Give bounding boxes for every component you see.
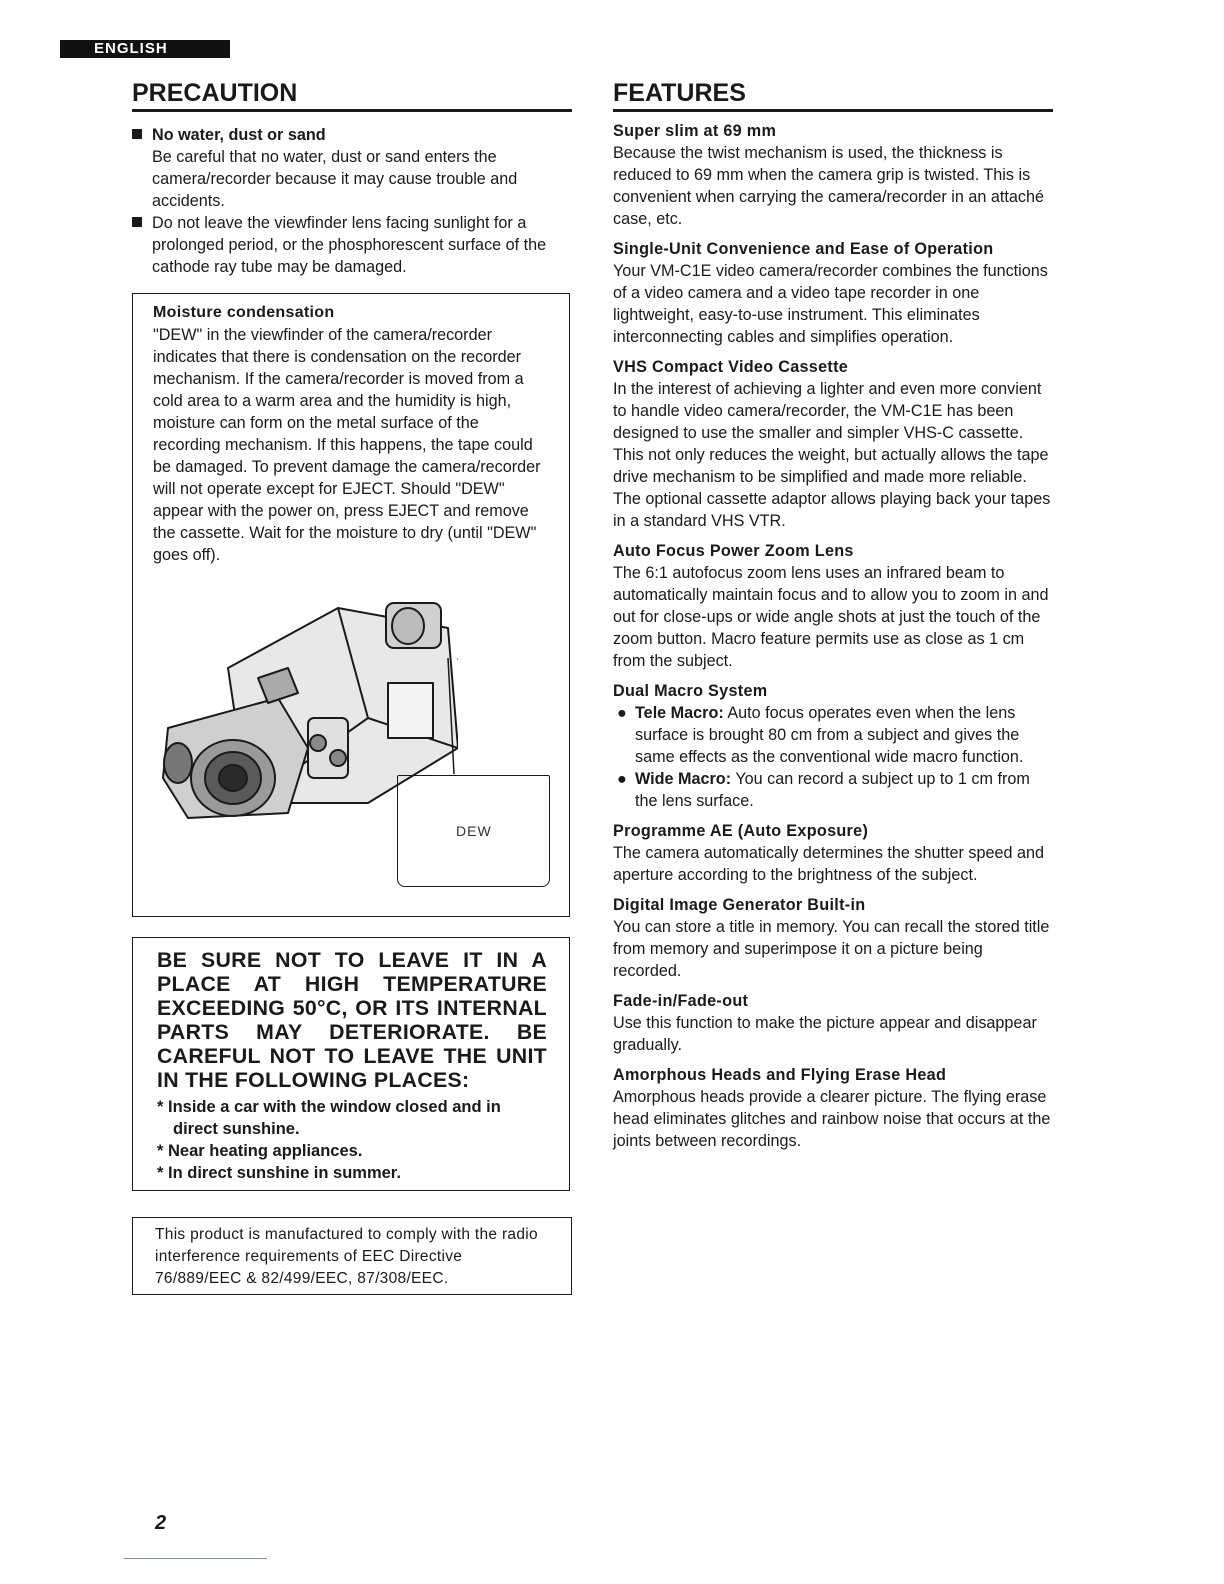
dot-bullet-icon: ● bbox=[617, 704, 627, 722]
macro-text: You can record a subject up to 1 cm from the lens surface. bbox=[635, 770, 1030, 810]
feature-text: You can store a title in memory. You can recall the stored title from memory and superimpose it on a picture being recorded. bbox=[613, 918, 1050, 980]
precaution-rule bbox=[132, 109, 572, 112]
feature-text: The optional cassette adaptor allows playing back your tapes in a standard VHS VTR. bbox=[613, 490, 1051, 530]
temperature-warning-box bbox=[132, 937, 570, 1191]
features-title: FEATURES bbox=[613, 79, 746, 107]
feature-text: The camera automatically determines the shutter speed and aperture according to the brightness of the subject. bbox=[613, 844, 1045, 884]
moisture-text: "DEW" in the viewfinder of the camera/recorder indicates that there is condensation on the recorder mechanism. If the camera/recorder is moved from a cold area to a warm area and the humidity is high, moisture can form on the metal surface of the recording mechanism. If this happens, the tape could be damaged. To prevent damage the camera/recorder will not operate except for EJECT. Should "DEW" appear with the power on, press EJECT and remove the cassette. Wait for the moisture to dry (until "DEW" goes off). bbox=[153, 326, 541, 564]
dew-indicator: DEW bbox=[456, 823, 492, 839]
feature-item bbox=[613, 356, 1053, 532]
square-bullet-icon bbox=[132, 217, 142, 227]
page-number: 2 bbox=[155, 1512, 167, 1534]
warning-item: * Inside a car with the window closed and in direct sunshine. bbox=[157, 1098, 501, 1138]
feature-title: Digital Image Generator Built-in bbox=[613, 896, 866, 914]
bullet-text: Be careful that no water, dust or sand enters the camera/recorder because it may cause trouble and accidents. bbox=[152, 148, 518, 210]
precaution-bullet bbox=[132, 212, 572, 278]
precaution-title: PRECAUTION bbox=[132, 79, 298, 107]
bullet-text: Do not leave the viewfinder lens facing sunlight for a prolonged period, or the phosphorescent surface of the cathode ray tube may be damaged. bbox=[152, 214, 547, 276]
square-bullet-icon bbox=[132, 129, 142, 139]
feature-item bbox=[613, 540, 1053, 672]
precaution-column bbox=[132, 78, 572, 278]
bullet-heading: No water, dust or sand bbox=[152, 126, 326, 144]
precaution-bullet bbox=[132, 124, 572, 212]
language-tab: ENGLISH bbox=[60, 40, 230, 58]
macro-label: Wide Macro: bbox=[635, 770, 732, 788]
feature-title: Auto Focus Power Zoom Lens bbox=[613, 542, 854, 560]
feature-text: Your VM-C1E video camera/recorder combines the functions of a video camera and a video tape recorder in one lightweight, easy-to-use instrument. This eliminates interconnecting cables and simplifies operation. bbox=[613, 262, 1048, 346]
feature-text: Because the twist mechanism is used, the thickness is reduced to 69 mm when the camera grip is twisted. This is convenient when carrying the camera/recorder in an attaché case, etc. bbox=[613, 144, 1045, 228]
feature-text: In the interest of achieving a lighter and even more convient to handle video camera/recorder, the VM-C1E has been designed to use the smaller and simpler VHS-C cassette. This not only reduces the weight, but actually allows the tape drive mechanism to be simplified and made more reliable. bbox=[613, 380, 1049, 486]
feature-title: Dual Macro System bbox=[613, 682, 768, 700]
feature-text: Amorphous heads provide a clearer picture. The flying erase head eliminates glitches and rainbow noise that occurs at the joints between recordings. bbox=[613, 1088, 1051, 1150]
moisture-title: Moisture condensation bbox=[153, 304, 335, 321]
macro-label: Tele Macro: bbox=[635, 704, 724, 722]
warning-item: * Near heating appliances. bbox=[157, 1142, 363, 1160]
feature-text: Use this function to make the picture appear and disappear gradually. bbox=[613, 1014, 1037, 1054]
macro-item bbox=[613, 702, 1053, 768]
feature-item bbox=[613, 680, 1053, 812]
macro-item bbox=[613, 768, 1053, 812]
feature-title: Amorphous Heads and Flying Erase Head bbox=[613, 1066, 947, 1084]
footer-line bbox=[124, 1558, 267, 1559]
feature-title: Super slim at 69 mm bbox=[613, 122, 777, 140]
macro-list bbox=[613, 702, 1053, 812]
feature-item bbox=[613, 820, 1053, 886]
warning-list bbox=[157, 1096, 547, 1184]
dot-bullet-icon: ● bbox=[617, 770, 627, 788]
feature-item bbox=[613, 894, 1053, 982]
feature-text: The 6:1 autofocus zoom lens uses an infrared beam to automatically maintain focus and to allow you to zoom in and out for close-ups or wide angle shots at just the touch of the zoom button. Macro feature permits use as close as 1 cm from the subject. bbox=[613, 564, 1049, 670]
feature-item bbox=[613, 120, 1053, 230]
eec-notice-box bbox=[132, 1217, 572, 1295]
features-column bbox=[613, 78, 1053, 1152]
warning-item: * In direct sunshine in summer. bbox=[157, 1164, 401, 1182]
precaution-bullets bbox=[132, 124, 572, 278]
warning-heading: BE SURE NOT TO LEAVE IT IN A PLACE AT HIGH TEMPERATURE EXCEEDING 50°C, OR ITS INTERNAL PARTS MAY DETERIORATE. BE CAREFUL NOT TO LEAVE THE UNIT IN THE FOLLOWING PLACES: bbox=[157, 948, 547, 1092]
macro-text: Auto focus operates even when the lens surface is brought 80 cm from a subject and gives the same effects as the conventional wide macro function. bbox=[635, 704, 1024, 766]
feature-item bbox=[613, 990, 1053, 1056]
feature-title: VHS Compact Video Cassette bbox=[613, 358, 849, 376]
eec-notice-text: This product is manufactured to comply with the radio interference requirements of EEC Directive 76/889/EEC & 82/499/EEC, 87/308/EEC. bbox=[155, 1226, 538, 1287]
feature-item bbox=[613, 238, 1053, 348]
features-rule bbox=[613, 109, 1053, 112]
feature-item bbox=[613, 1064, 1053, 1152]
feature-title: Single-Unit Convenience and Ease of Operation bbox=[613, 240, 994, 258]
feature-title: Fade-in/Fade-out bbox=[613, 992, 749, 1010]
feature-title: Programme AE (Auto Exposure) bbox=[613, 822, 869, 840]
